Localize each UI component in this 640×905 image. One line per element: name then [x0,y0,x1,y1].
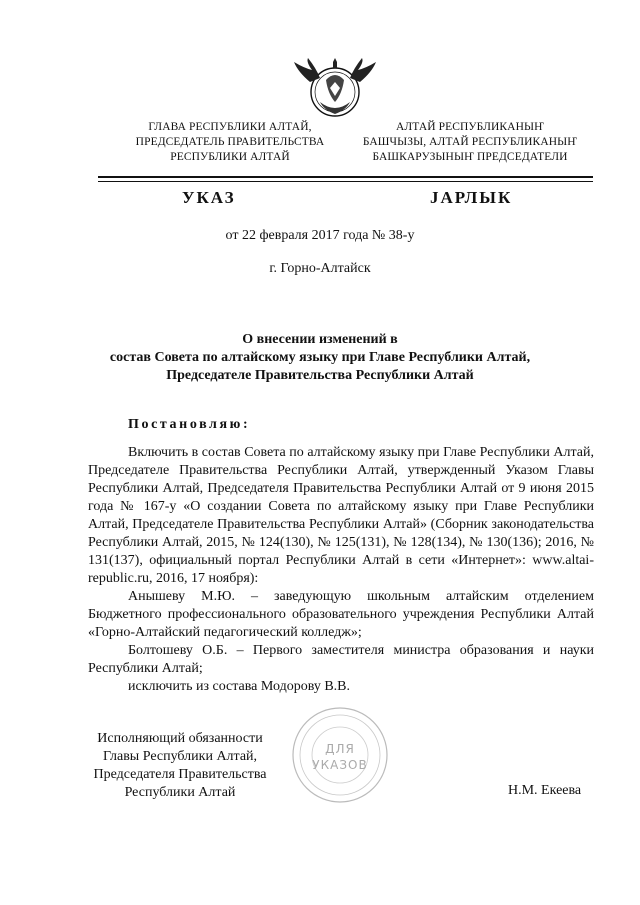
svg-text:ДЛЯ: ДЛЯ [325,742,355,756]
header-left-line: РЕСПУБЛИКИ АЛТАЙ [170,151,290,163]
body-text [88,444,594,696]
subject-line: состав Совета по алтайскому языку при Главе Республики Алтай, [109,350,531,365]
header-right-line: БАШЧЫЗЫ, АЛТАЙ РЕСПУБЛИКАНЫҤ [362,136,578,148]
decree-word: Постановляю: [128,417,251,432]
body-paragraph: Включить в состав Совета по алтайскому языку при Главе Республики Алтай, Председателе Правительства Республики Алтай, утвержденный Указом Главы Республики Алтай, Председателя Правительства Республики Алтай от 9 июня 2015 года № 167-у «О создании Совета по алтайскому языку при Главе Республики Алтай, Председателе Правительства Республики Алтай» (Сборник законодательства Республики Алтай, 2015, № 124(130), № 125(131), № 128(134), № 130(136); 2016, № 131(137), официальный портал Республики Алтай в сети «Интернет»: www.altai-republic.ru, 2016, 17 ноября): [88,445,594,586]
body-paragraph: Болтошеву О.Б. – Первого заместителя министра образования и науки Республики Алтай; [88,643,594,676]
subject-line: О внесении изменений в [242,332,398,347]
header-right-line: БАШКАРУЗЫНЫҤ ПРЕДСЕДАТЕЛИ [372,151,568,163]
coat-of-arms-icon [290,58,380,124]
header-left-line: ПРЕДСЕДАТЕЛЬ ПРАВИТЕЛЬСТВА [135,136,325,148]
body-paragraph: исключить из состава Модорову В.В. [128,679,351,694]
title-ukaz: УКАЗ [182,188,236,207]
signatory-title-line: Исполняющий обязанности [97,731,263,746]
signatory-name: Н.М. Екеева [508,783,582,798]
header-left-line: ГЛАВА РЕСПУБЛИКИ АЛТАЙ, [148,121,312,133]
header-divider-thin [98,181,593,182]
svg-text:УКАЗОВ: УКАЗОВ [312,758,368,772]
subject-heading [60,331,580,385]
header-divider-thick [98,176,593,178]
signatory-title-line: Республики Алтай [124,785,236,800]
title-jarlyk: JАРЛЫК [430,188,513,207]
header-right-line: АЛТАЙ РЕСПУБЛИКАНЫҤ [396,121,544,133]
signatory-title-line: Председателя Правительства [93,767,267,782]
subject-line: Председателе Правительства Республики Алтай [166,368,474,383]
signatory-title-line: Главы Республики Алтай, [102,749,258,764]
place-line: г. Горно-Алтайск [269,261,371,276]
official-seal-icon [290,705,390,805]
header-left [95,120,365,165]
signatory-title [80,730,280,802]
header-right [340,120,600,165]
date-line: от 22 февраля 2017 года № 38-у [225,228,415,243]
body-paragraph: Анышеву М.Ю. – заведующую школьным алтайским отделением Бюджетного профессионального образовательного учреждения Республики Алтай «Горно-Алтайский педагогический колледж»; [88,589,594,640]
